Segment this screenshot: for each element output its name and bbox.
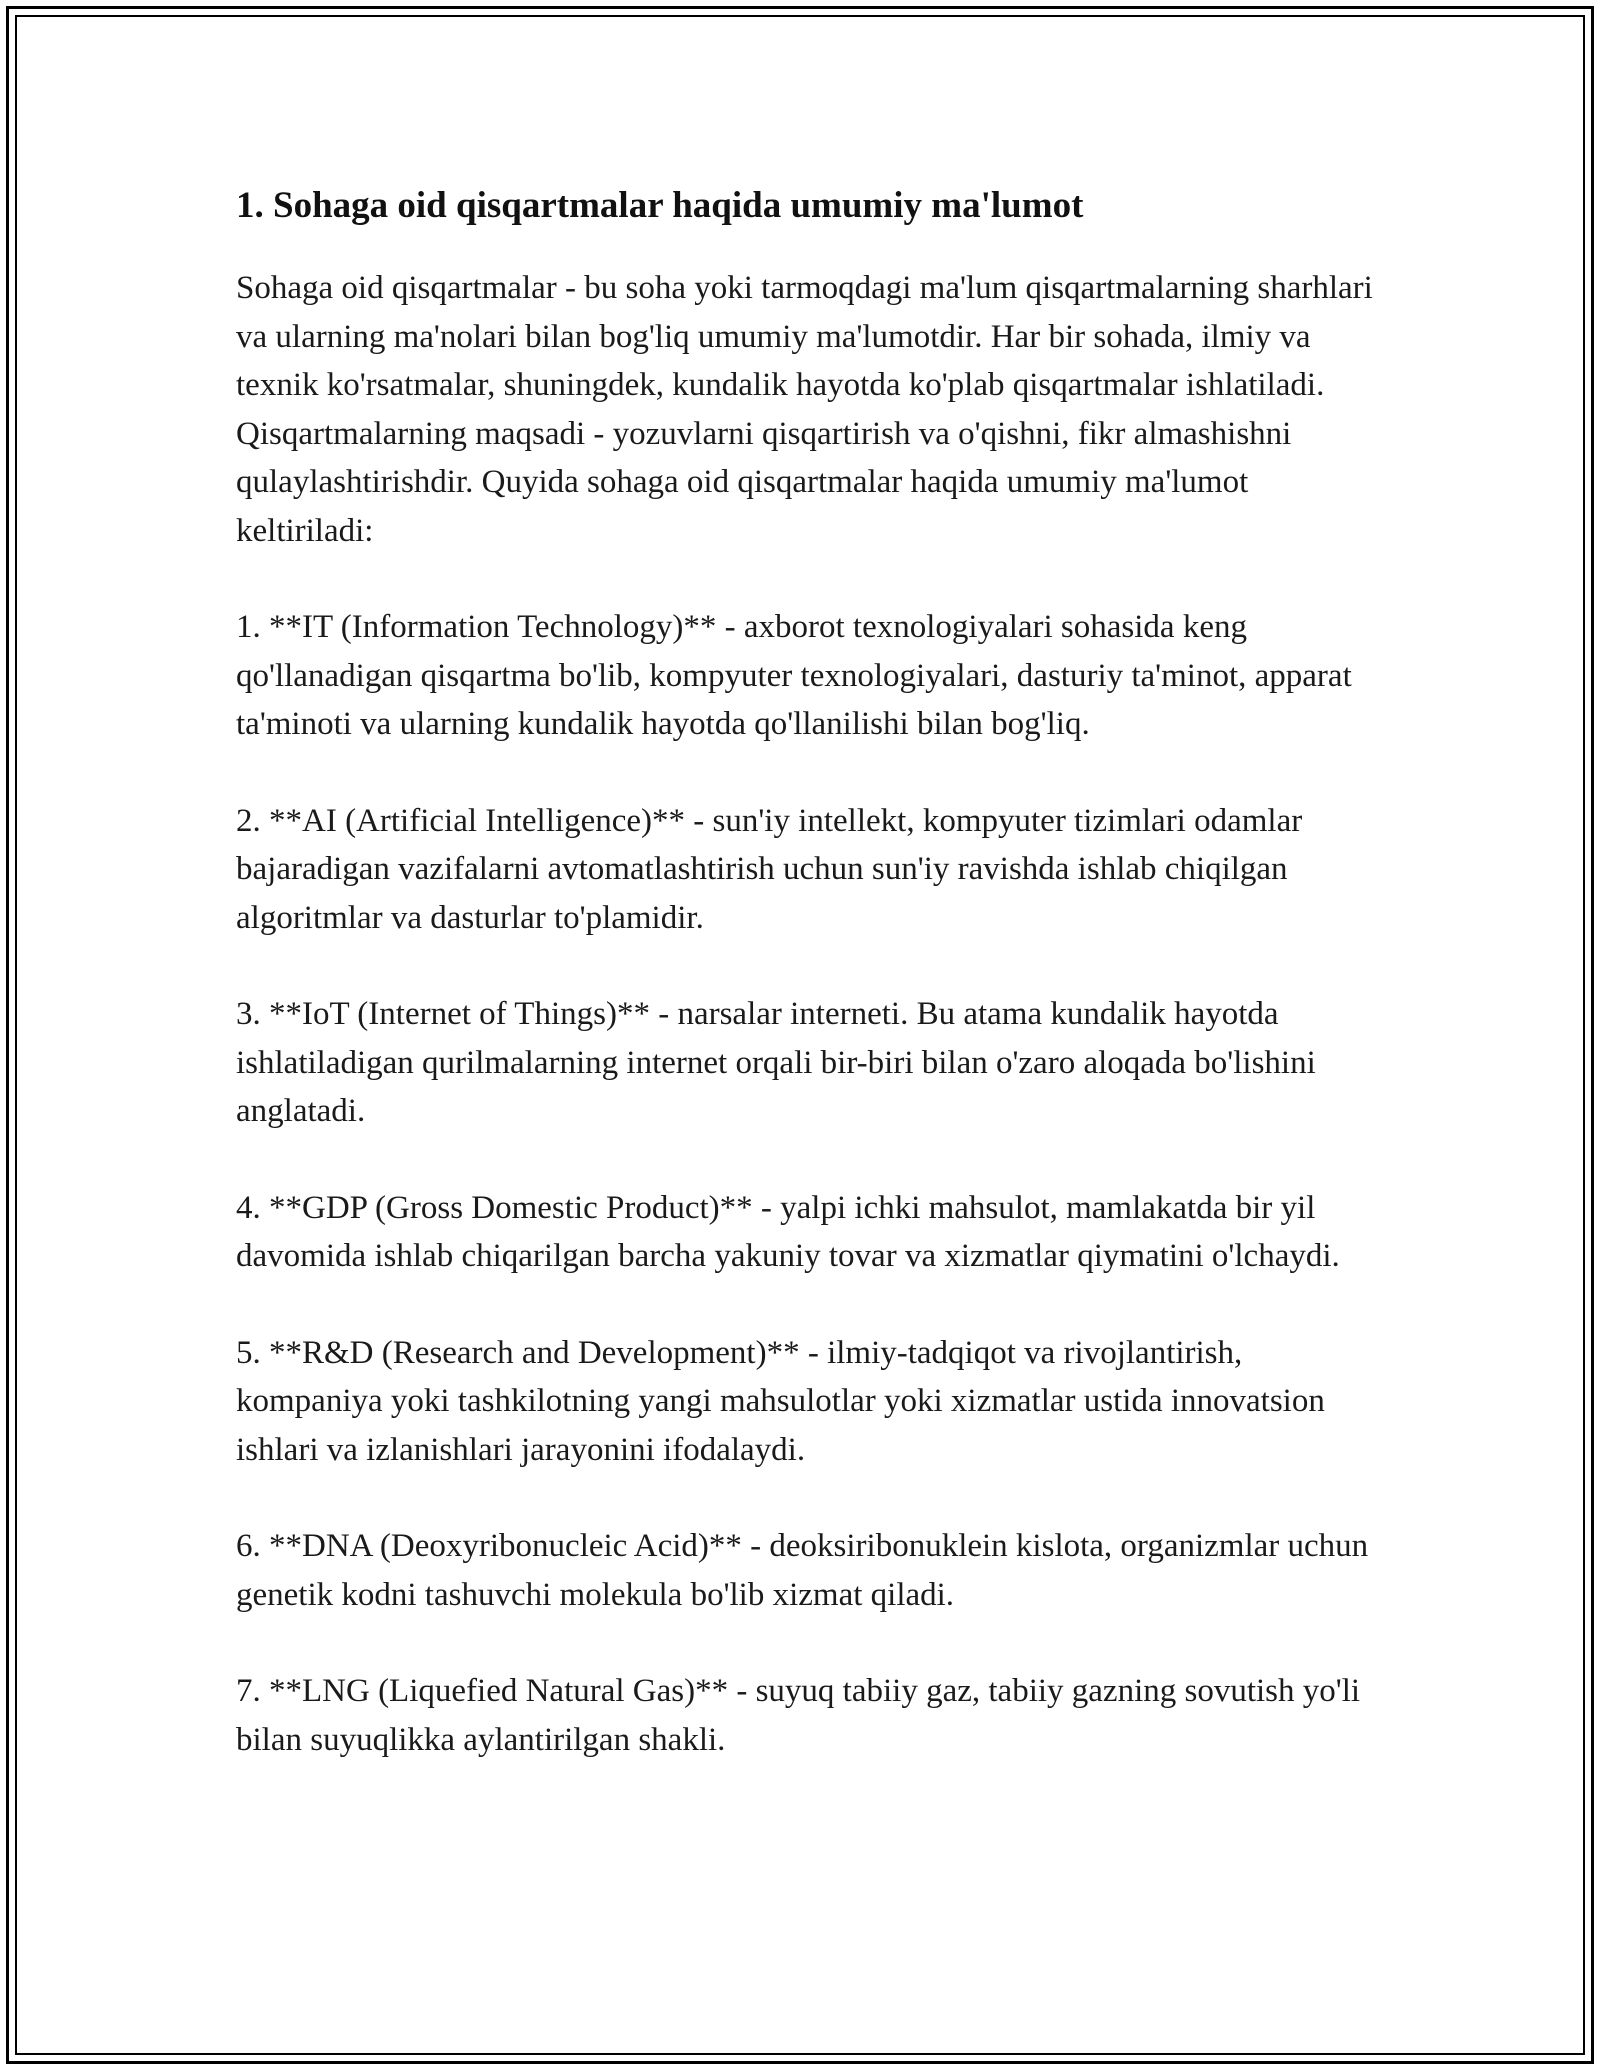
document-body xyxy=(236,182,1376,1812)
list-item-it: 1. **IT (Information Technology)** - axborot texnologiyalari sohasida keng qo'llanadigan qisqartma bo'lib, kompyuter texnologiyalari, dasturiy ta'minot, apparat ta'minoti va ularning kundalik hayotda qo'llanilishi bilan bog'liq. xyxy=(236,609,1352,742)
list-item-gdp: 4. **GDP (Gross Domestic Product)** - yalpi ichki mahsulot, mamlakatda bir yil davomida ishlab chiqarilgan barcha yakuniy tovar va xizmatlar qiymatini o'lchaydi. xyxy=(236,1189,1340,1274)
list-item-lng: 7. **LNG (Liquefied Natural Gas)** - suyuq tabiiy gaz, tabiiy gazning sovutish yo'li bilan suyuqlikka aylantirilgan shakli. xyxy=(236,1673,1361,1758)
list-item-dna: 6. **DNA (Deoxyribonucleic Acid)** - deoksiribonuklein kislota, organizmlar uchun genetik kodni tashuvchi molekula bo'lib xizmat qiladi. xyxy=(236,1528,1369,1613)
list-item-iot: 3. **IoT (Internet of Things)** - narsalar interneti. Bu atama kundalik hayotda ishlatiladigan qurilmalarning internet orqali bir-biri bilan o'zaro aloqada bo'lishini anglatadi. xyxy=(236,996,1316,1129)
intro-paragraph: Sohaga oid qisqartmalar - bu soha yoki tarmoqdagi ma'lum qisqartmalarning sharhlari va ularning ma'nolari bilan bog'liq umumiy ma'lumotdir. Har bir sohada, ilmiy va texnik ko'rsatmalar, shuningdek, kundalik hayotda ko'plab qisqartmalar ishlatiladi. Qisqartmalarning maqsadi - yozuvlarni qisqartirish va o'qishni, fikr almashishni qulaylashtirishdir. Quyida sohaga oid qisqartmalar haqida umumiy ma'lumot keltiriladi: xyxy=(236,270,1373,549)
list-item-rnd: 5. **R&D (Research and Development)** - ilmiy-tadqiqot va rivojlantirish, kompaniya yoki tashkilotning yangi mahsulotlar yoki xizmatlar ustida innovatsion ishlari va izlanishlari jarayonini ifodalaydi. xyxy=(236,1334,1325,1468)
list-item-ai: 2. **AI (Artificial Intelligence)** - sun'iy intellekt, kompyuter tizimlari odamlar bajaradigan vazifalarni avtomatlashtirish uchun sun'iy ravishda ishlab chiqilgan algoritmlar va dasturlar to'plamidir. xyxy=(236,802,1303,936)
document-title: 1. Sohaga oid qisqartmalar haqida umumiy ma'lumot xyxy=(236,185,1084,226)
